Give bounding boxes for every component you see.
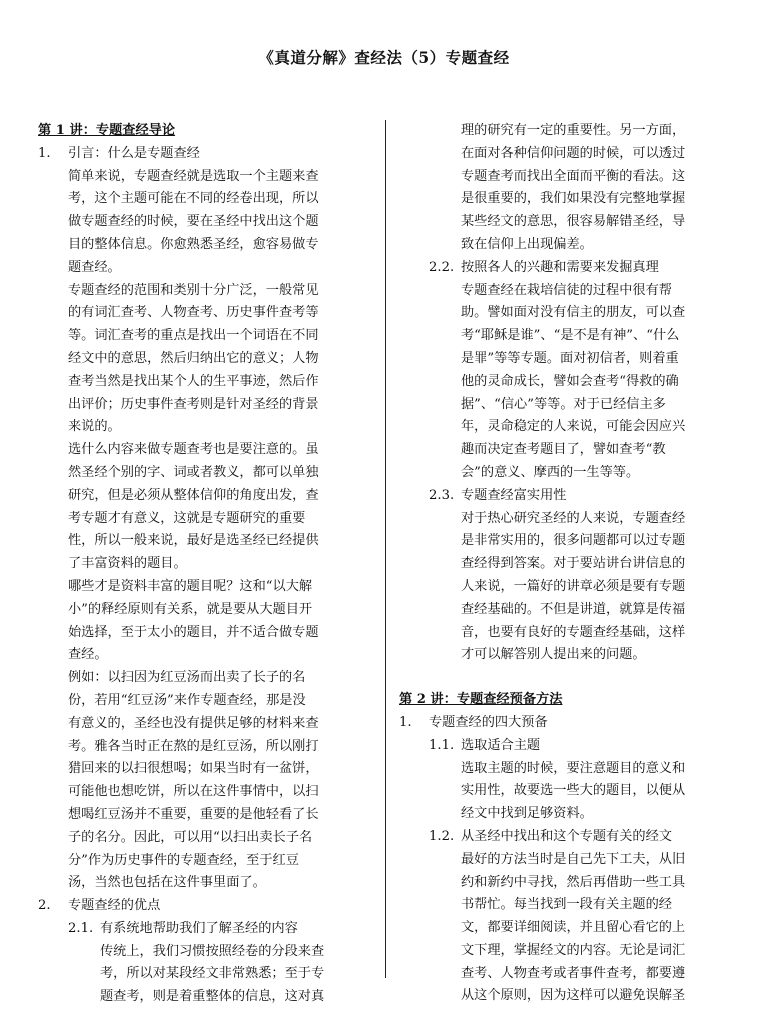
paragraph-line: 了丰富资料的题目。 — [68, 556, 187, 572]
paragraph-line: 来说的。 — [68, 419, 121, 435]
paragraph-line: 是罪”等等专题。面对初信者，则着重 — [461, 350, 679, 366]
paragraph-line: 例如：以扫因为红豆汤而出卖了长子的名 — [68, 670, 306, 686]
paragraph-line: 汤，当然也包括在这件事里面了。 — [68, 875, 266, 891]
paragraph-line: 猎回来的以扫很想喝；如果当时有一盆饼， — [68, 761, 319, 777]
paragraph-line: 人来说，一篇好的讲章必须是要有专题 — [461, 578, 686, 594]
paragraph-line: 是很重要的，我们如果没有完整地掌握 — [461, 191, 686, 207]
paragraph-line: 然圣经个别的字、词或者教义，都可以单独 — [68, 464, 319, 480]
lecture-1-heading: 第 1 讲：专题查经导论 — [38, 123, 176, 138]
item-1-number: 1. — [38, 145, 51, 161]
paragraph-line: 始选择，至于太小的题目，并不适合做专题 — [68, 624, 319, 640]
paragraph-line: 书帮忙。每当找到一段有关主题的经 — [461, 897, 672, 913]
paragraph-line: 查经基础的。不但是讲道，就算是传福 — [461, 601, 686, 617]
paragraph-line: 据”、“信心”等等。对于已经信主多 — [461, 396, 666, 412]
paragraph-line: 是非常实用的，很多问题都可以过专题 — [461, 533, 686, 549]
subitem-2-3-number: 2.3. — [429, 487, 455, 503]
paragraph-line: 趣而决定查考题目了，譬如查考“教 — [461, 442, 666, 458]
subitem-2-3 — [429, 485, 731, 508]
paragraph-line: 小”的释经原则有关系，就是要从大题目开 — [68, 601, 313, 617]
subitem-2-1-number: 2.1. — [68, 920, 94, 936]
lecture-2-heading: 第 2 讲：专题查经预备方法 — [399, 692, 563, 708]
paragraph-line: 某些经文的意思，很容易解错圣经，导 — [461, 214, 686, 230]
paragraph-line: 有意义的，圣经也没有提供足够的材料来查 — [68, 715, 319, 731]
paragraph-line: 分”作为历史事件的专题查经，至于红豆 — [68, 852, 299, 868]
paragraph-line: 对于热心研究圣经的人来说，专题查经 — [461, 510, 686, 526]
paragraph-line: 文下理，掌握经文的内容。无论是词汇 — [461, 942, 686, 958]
subitem-1-1 — [429, 735, 731, 758]
paragraph-line: 可能他也想吃饼，所以在这件事情中，以扫 — [68, 784, 319, 800]
subitem-1-1-title: 选取适合主题 — [461, 737, 541, 753]
paragraph-5 — [38, 667, 370, 895]
paragraph-line: 才可以解答别人提出来的问题。 — [461, 647, 646, 663]
paragraph-line: 考，所以对某段经文非常熟悉；至于专 — [100, 966, 325, 982]
paragraph-line: 目的整体信息。你愈熟悉圣经，愈容易做专 — [68, 236, 319, 252]
item-1-title: 引言：什么是专题查经 — [68, 145, 200, 161]
paragraph-line: 经文中找到足够资料。 — [461, 806, 593, 822]
paragraph-line: 的有词汇查考、人物查考、历史事件查考等 — [68, 305, 319, 321]
paragraph-line: 等。词汇查考的重点是找出一个词语在不同 — [68, 328, 319, 344]
paragraph-line: 查考当然是找出某个人的生平事迹，然后作 — [68, 373, 319, 389]
paragraph-line: 专题查经在栽培信徒的过程中很有帮 — [461, 282, 672, 298]
paragraph-line: 考。雅各当时正在熬的是红豆汤，所以刚打 — [68, 738, 319, 754]
subitem-2-2 — [429, 257, 731, 280]
subitem-2-3-title: 专题查经富实用性 — [461, 487, 567, 503]
subitem-1-2-number: 1.2. — [429, 828, 455, 844]
subitem-1-2-title: 从圣经中找出和这个专题有关的经文 — [461, 828, 672, 844]
item-2-title: 专题查经的优点 — [68, 898, 161, 914]
paragraph-4 — [38, 576, 370, 667]
item-2 — [38, 895, 370, 918]
paragraph-9 — [399, 508, 731, 668]
paragraph-line: 专题查考而找出全面而平衡的看法。这 — [461, 168, 686, 184]
paragraph-line: 专题查经的范围和类别十分广泛，一般常见 — [68, 282, 319, 298]
subitem-2-1 — [68, 918, 370, 941]
paragraph-line: 选取主题的时候，要注意题目的意义和 — [461, 760, 686, 776]
paragraph-line: 查经得到答案。对于要站讲台讲信息的 — [461, 556, 686, 572]
subitem-1-2 — [429, 826, 731, 849]
paragraph-line: 出评价；历史事件查考则是针对圣经的背景 — [68, 396, 319, 412]
paragraph-line: 题查考，则是着重整体的信息，这对真 — [100, 989, 325, 1005]
column-divider — [385, 120, 386, 978]
subitem-2-2-number: 2.2. — [429, 259, 455, 275]
paragraph-line: 简单来说，专题查经就是选取一个主题来查 — [68, 168, 319, 184]
paragraph-line: 考专题才有意义，这就是专题研究的重要 — [68, 510, 306, 526]
item-1 — [38, 143, 370, 166]
item-2-number: 2. — [38, 898, 51, 914]
paragraph-line: 考，这个主题可能在不同的经卷出现，所以 — [68, 191, 319, 207]
item-1-prep-number: 1. — [399, 714, 412, 730]
paragraph-6 — [38, 941, 370, 1009]
paragraph-3 — [38, 439, 370, 576]
paragraph-line: 助。譬如面对没有信主的朋友，可以查 — [461, 305, 686, 321]
paragraph-line: 致在信仰上出现偏差。 — [461, 236, 593, 252]
subitem-1-1-number: 1.1. — [429, 737, 455, 753]
paragraph-2 — [38, 280, 370, 440]
paragraph-11 — [399, 849, 731, 1009]
paragraph-10 — [399, 758, 731, 826]
paragraph-line: 做专题查经的时候，要在圣经中找出这个题 — [68, 214, 319, 230]
paragraph-line: 音，也要有良好的专题查经基础，这样 — [461, 624, 686, 640]
item-1-prep — [399, 712, 731, 735]
paragraph-8 — [399, 280, 731, 485]
paragraph-line: 他的灵命成长，譬如会查考“得救的确 — [461, 373, 679, 389]
paragraph-line: 性，所以一般来说，最好是选圣经已经提供 — [68, 533, 319, 549]
paragraph-7 — [399, 120, 731, 257]
item-1-prep-title: 专题查经的四大预备 — [429, 714, 548, 730]
paragraph-1 — [38, 166, 370, 280]
paragraph-line: 题查经。 — [68, 259, 121, 275]
paragraph-line: 查考、人物查考或者事件查考，都要遵 — [461, 965, 686, 981]
paragraph-line: 文，都要详细阅读，并且留心看它的上 — [461, 920, 686, 936]
paragraph-line: 经文中的意思，然后归纳出它的意义；人物 — [68, 350, 319, 366]
paragraph-line: 理的研究有一定的重要性。另一方面， — [461, 123, 686, 138]
paragraph-line: 从这个原则，因为这样可以避免误解圣 — [461, 988, 686, 1004]
paragraph-line: 年，灵命稳定的人来说，可能会因应兴 — [461, 419, 686, 435]
right-column — [399, 120, 731, 1008]
subitem-2-1-title: 有系统地帮助我们了解圣经的内容 — [100, 920, 298, 936]
paragraph-line: 哪些才是资料丰富的题目呢？这和“以大解 — [68, 578, 313, 594]
paragraph-line: 研究，但是必须从整体信仰的角度出发，查 — [68, 487, 319, 503]
subitem-2-2-title: 按照各人的兴趣和需要来发掘真理 — [461, 259, 659, 275]
paragraph-line: 想喝红豆汤并不重要，重要的是他轻看了长 — [68, 806, 319, 822]
paragraph-line: 查经。 — [68, 647, 108, 663]
paragraph-line: 在面对各种信仰问题的时候，可以透过 — [461, 145, 686, 161]
left-column — [38, 120, 370, 1009]
paragraph-line: 考“耶稣是谁”、“是不是有神”、“什么 — [461, 328, 680, 344]
document-title: 《真道分解》查经法（5）专题查经 — [258, 48, 510, 67]
paragraph-line: 传统上，我们习惯按照经卷的分段来查 — [100, 943, 325, 959]
paragraph-line: 实用性，故要选一些大的题目，以便从 — [461, 783, 686, 799]
paragraph-line: 份，若用“红豆汤”来作专题查经，那是没 — [68, 692, 306, 708]
paragraph-line: 约和新约中寻找，然后再借助一些工具 — [461, 874, 686, 890]
paragraph-line: 会”的意义、摩西的一生等等。 — [461, 464, 640, 480]
paragraph-line: 子的名分。因此，可以用“以扫出卖长子名 — [68, 829, 313, 845]
paragraph-line: 最好的方法当时是自己先下工夫，从旧 — [461, 851, 686, 867]
paragraph-line: 选什么内容来做专题查考也是要注意的。虽 — [68, 442, 319, 458]
